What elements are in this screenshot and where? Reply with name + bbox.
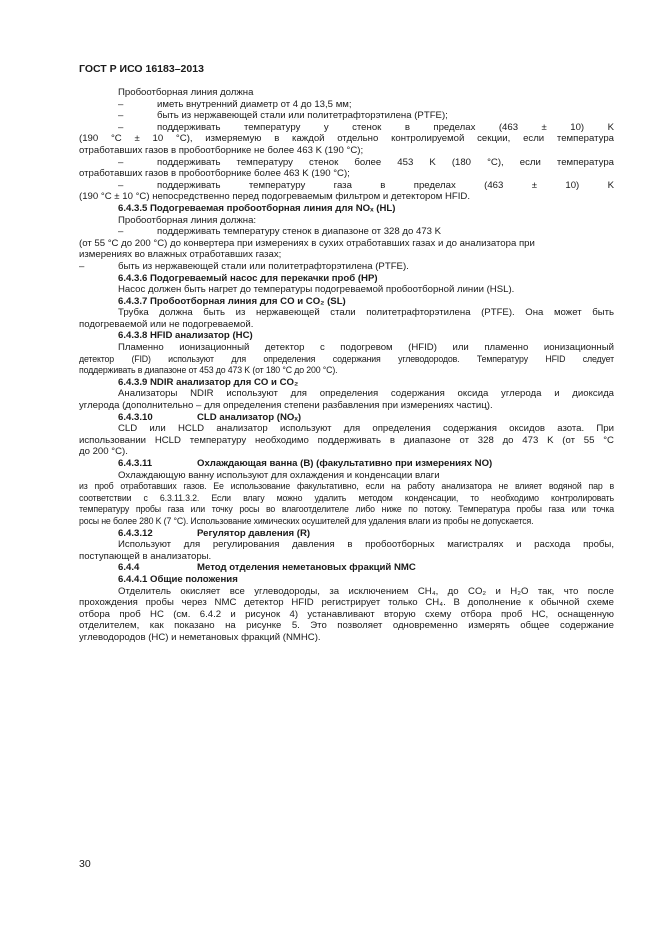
text-line: Отделитель окисляет все углеводороды, за исключением CH₄, до CO₂ и H₂O так, что после [118, 585, 614, 597]
section-number: 6.4.4 [118, 562, 140, 574]
text-line: детектор (FID) используют для определения содержания углеводородов. Температуру HFID следует [79, 353, 614, 364]
text-line: (190 °C ± 10 °C) непосредственно перед подогреваемым фильтром и детектором HFID. [79, 191, 471, 203]
list-item [79, 157, 614, 169]
text-line: (от 55 °C до 200 °C) до конвертера при измерениях в сухих отработавших газах и до анализатора при [79, 237, 535, 249]
text-line: CLD или HCLD анализатор используют для определения содержания оксидов азота. При [118, 423, 614, 435]
text-line: Трубка должна быть из нержавеющей стали политетрафторэтилена (PTFE). Она может быть [118, 307, 614, 319]
section-heading: 6.4.4.1 Общие положения [118, 573, 238, 585]
text-line: отработавших газов в пробоотборнике не более 463 K (190 °C); [79, 144, 364, 156]
text-line: Анализаторы NDIR используют для определения содержания оксида углерода и диоксида [118, 388, 614, 400]
section-heading: 6.4.3.6 Подогреваемый насос для перекачки проб (HP) [118, 272, 378, 284]
text-line: углерода (дополнительно – для определения степени разбавления при измерениях частиц). [79, 400, 493, 412]
section-heading [79, 458, 614, 470]
section-heading: 6.4.3.7 Пробоотборная линия для CO и CO₂ (SL) [118, 295, 346, 307]
text-line: Используют для регулирования давления в пробоотборных магистралях и расхода пробы, [118, 539, 614, 551]
text-line: отработавших газов в пробоотборнике более 463 K (190 °C); [79, 168, 350, 180]
text-line: поддерживать температуру стенок более 453 K (180 °C), если температура [157, 156, 614, 168]
text-line: иметь внутренний диаметр от 4 до 13,5 мм; [157, 98, 352, 110]
page-header: ГОСТ Р ИСО 16183–2013 [79, 63, 204, 75]
dash-marker: – [118, 121, 124, 133]
text-line: поддерживать температуру стенок в диапазоне от 328 до 473 K [157, 226, 442, 238]
text-line: до 200 °C). [79, 446, 128, 458]
section-heading: 6.4.3.8 HFID анализатор (HC) [118, 330, 253, 342]
list-item [79, 261, 614, 273]
text-line: Пробоотборная линия должна: [118, 214, 257, 226]
section-title: CLD анализатор (NOₓ) [197, 411, 302, 423]
text-line: поступающей в анализаторы. [79, 550, 212, 562]
text-line: из проб отработавших газов. Ее использование факультативно, если на работу анализатора не влияет водяной пар в [79, 481, 614, 492]
dash-marker: – [118, 156, 124, 168]
section-title: Метод отделения неметановых фракций NMC [197, 562, 416, 574]
text-line: поддерживать температуру у стенок в пределах (463 ± 10) K [157, 121, 614, 133]
list-item [79, 110, 614, 122]
text-line: прохождения пробы через NMC детектор HFID регистрирует только CH₄. В дополнение к обычной схеме [79, 597, 614, 609]
section-title: Регулятор давления (R) [197, 527, 311, 539]
section-number: 6.4.3.11 [118, 458, 153, 469]
text-line: отбора проб HC (см. 6.4.2 и рисунок 4) устанавливают вторую схему отбора проб HC, оснащенную [79, 608, 614, 620]
section-heading: 6.4.3.9 NDIR анализатор для CO и CO₂ [118, 376, 299, 388]
list-item [79, 99, 614, 111]
dash-marker: – [118, 179, 124, 191]
dash-marker: – [118, 98, 124, 110]
text-line: поддерживать температуру газа в пределах (463 ± 10) K [157, 179, 614, 191]
list-item [79, 226, 614, 238]
text-line: отделителем, как показано на рисунке 5. Это позволяет одновременно измерять общее содержание [79, 620, 614, 632]
section-number: 6.4.3.12 [118, 527, 153, 539]
text-line: (190 °C ± 10 °C), измеряемую в каждой отдельно контролируемой секции, если температура [79, 133, 614, 145]
section-heading: 6.4.3.5 Подогреваемая пробоотборная линия для NOₓ (HL) [118, 202, 396, 214]
page-number: 30 [79, 858, 91, 870]
text-line: углеводородов (HC) и неметановых фракций (NMHC). [79, 631, 321, 643]
list-item [79, 180, 614, 192]
dash-marker: – [118, 226, 124, 238]
text-line: быть из нержавеющей стали или политетрафторэтилена (PTFE); [157, 110, 448, 122]
text-line: температуру пробы газа или точку росы во влагоотделителе либо ниже по потоку. Температура пробы газа или точка [79, 504, 614, 515]
text-line: Охлаждающую ванну используют для охлаждения и конденсации влаги [118, 469, 440, 481]
text-line: подогреваемой или не подогреваемой. [79, 318, 254, 330]
document-body [79, 87, 614, 644]
text-line: Насос должен быть нагрет до температуры подогреваемой пробоотборной линии (HSL). [118, 284, 515, 296]
text-line: быть из нержавеющей стали или политетрафторэтилена (PTFE). [118, 260, 409, 272]
dash-marker: – [118, 110, 124, 122]
section-heading [79, 528, 614, 540]
text-line: поддерживать в диапазоне от 453 до 473 K (от 180 °C до 200 °C). [79, 365, 338, 376]
text-line: Пробоотборная линия должна [118, 87, 254, 98]
text-line: Пламенно ионизационный детектор с подогревом (HFID) или пламенно ионизационный [118, 342, 614, 354]
section-number: 6.4.3.10 [118, 411, 153, 423]
section-heading [79, 562, 614, 574]
section-title: Охлаждающая ванна (B) (факультативно при измерениях NO) [197, 458, 493, 469]
text-line: измерениях во влажных отработавших газах; [79, 249, 282, 261]
text-line: соответствии с 6.3.11.3.2. Если влагу можно удалить методом конденсации, то необходимо контролировать [79, 492, 614, 503]
list-item [79, 122, 614, 134]
text-line: использовании HCLD температуру необходимо поддерживать в диапазоне от 328 до 473 K (от 55 °C [79, 434, 614, 446]
dash-marker: – [79, 260, 85, 272]
text-line: росы не более 280 K (7 °C). Использование химических осушителей для удаления влаги из пробы не допускается. [79, 515, 534, 526]
section-heading [79, 412, 614, 424]
